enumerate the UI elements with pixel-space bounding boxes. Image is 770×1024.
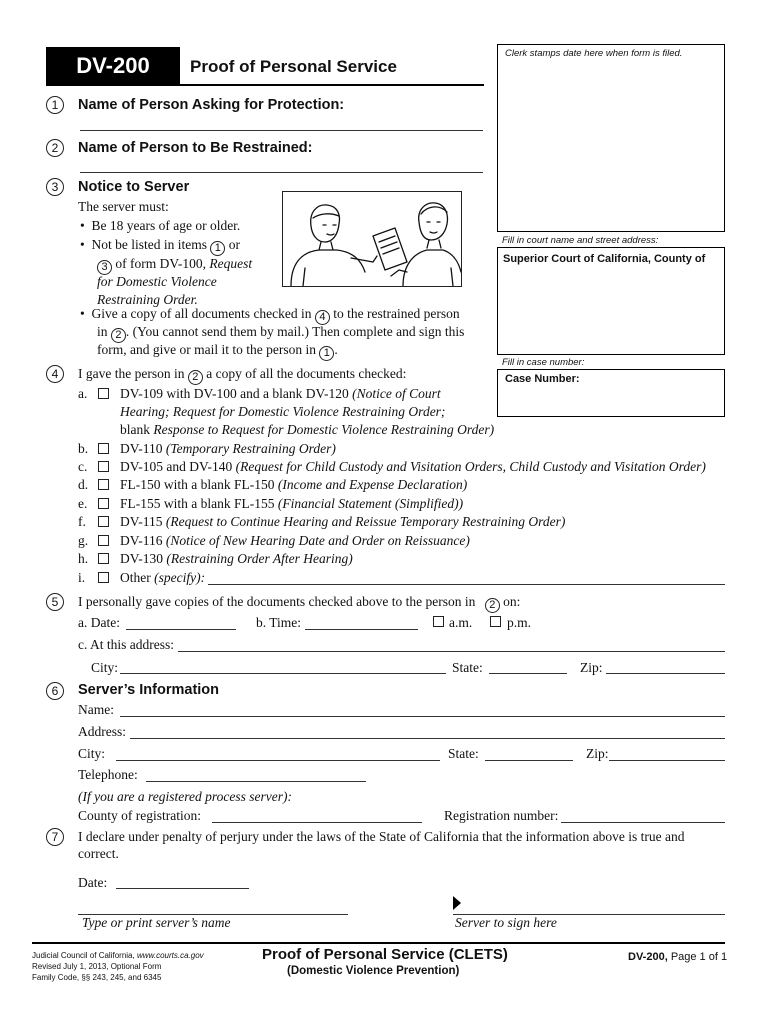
bullet-icon: • bbox=[80, 237, 85, 252]
handing-papers-illustration-icon bbox=[283, 192, 461, 286]
ref-item-3: 3 bbox=[97, 260, 112, 275]
service-zip-line[interactable] bbox=[606, 673, 725, 674]
doc-item-checkbox[interactable] bbox=[98, 553, 109, 564]
server-rule-2-cont3: Restraining Order. bbox=[97, 292, 198, 307]
doc-a-label-cont: Hearing; Request for Domestic Violence Restraining Order; bbox=[120, 404, 446, 419]
doc-item-description: (Request to Continue Hearing and Reissue Temporary Restraining Order) bbox=[165, 514, 566, 529]
doc-a-label: DV-109 with DV-100 and a blank DV-120 (Notice of Court bbox=[120, 386, 441, 401]
item-number-7: 7 bbox=[46, 828, 64, 846]
footer-rule bbox=[32, 942, 725, 944]
footer-code: Family Code, §§ 243, 245, and 6345 bbox=[32, 973, 162, 982]
doc-item-checkbox[interactable] bbox=[98, 516, 109, 527]
server-city-line[interactable] bbox=[116, 760, 440, 761]
service-address-line[interactable] bbox=[178, 651, 725, 652]
ref-item-2: 2 bbox=[485, 598, 500, 613]
doc-item-description: (Request for Child Custody and Visitation Orders, Child Custody and Visitation Order) bbox=[235, 459, 706, 474]
doc-item-label bbox=[120, 514, 565, 530]
server-name-label: Name: bbox=[78, 702, 114, 717]
doc-item-checkbox[interactable] bbox=[98, 498, 109, 509]
server-intro: The server must: bbox=[78, 199, 169, 214]
doc-item-description: (Income and Expense Declaration) bbox=[277, 477, 468, 492]
doc-a-letter: a. bbox=[78, 386, 88, 401]
header-rule bbox=[46, 84, 484, 86]
doc-i-letter: i. bbox=[78, 570, 86, 585]
doc-item-description: (Temporary Restraining Order) bbox=[165, 441, 336, 456]
server-name-line[interactable] bbox=[120, 716, 725, 717]
doc-item-description: (Restraining Order After Hearing) bbox=[166, 551, 353, 566]
doc-item-letter: e. bbox=[78, 496, 88, 511]
server-telephone-line[interactable] bbox=[146, 781, 366, 782]
server-rule-2-cont2: for Domestic Violence bbox=[97, 274, 217, 289]
server-rule-1: • Be 18 years of age or older. bbox=[80, 218, 241, 233]
doc-item-description: (Notice of New Hearing Date and Order on Reissuance) bbox=[165, 533, 470, 548]
case-fill-hint: Fill in case number: bbox=[502, 357, 585, 368]
court-name-box[interactable] bbox=[497, 247, 725, 355]
section-5-text: I personally gave copies of the documents checked above to the person in 2 on: bbox=[78, 594, 521, 611]
ref-item-4: 4 bbox=[315, 310, 330, 325]
server-state-label: State: bbox=[448, 746, 479, 761]
doc-item-code: DV-115 bbox=[120, 514, 163, 529]
declaration-date-label: Date: bbox=[78, 875, 108, 890]
restrained-person-name-line[interactable] bbox=[80, 172, 483, 173]
section-2-title: Name of Person to Be Restrained: bbox=[78, 140, 313, 156]
registration-number-label: Registration number: bbox=[444, 808, 559, 823]
service-state-label: State: bbox=[452, 660, 483, 675]
service-city-line[interactable] bbox=[120, 673, 446, 674]
protected-person-name-line[interactable] bbox=[80, 130, 483, 131]
pm-label: p.m. bbox=[507, 615, 532, 630]
county-registration-line[interactable] bbox=[212, 822, 422, 823]
court-fill-hint: Fill in court name and street address: bbox=[502, 235, 659, 246]
doc-item-letter: c. bbox=[78, 459, 88, 474]
doc-item-code: FL-150 with a blank FL-150 bbox=[120, 477, 275, 492]
footer-page-info bbox=[628, 951, 727, 963]
service-time-line[interactable] bbox=[305, 629, 418, 630]
item-number-2: 2 bbox=[46, 139, 64, 157]
server-rule-2: • Not be listed in items 1 or bbox=[80, 237, 240, 254]
bullet-icon: • bbox=[80, 218, 85, 233]
item-number-4: 4 bbox=[46, 365, 64, 383]
service-address-label: c. At this address: bbox=[78, 637, 174, 652]
server-address-label: Address: bbox=[78, 724, 126, 739]
section-4-intro: I gave the person in 2 a copy of all the documents checked: bbox=[78, 366, 407, 383]
doc-item-checkbox[interactable] bbox=[98, 535, 109, 546]
section-1-title: Name of Person Asking for Protection: bbox=[78, 97, 345, 113]
footer-left bbox=[32, 950, 204, 983]
service-date-label: a. Date: bbox=[78, 615, 120, 630]
doc-item-code: FL-155 with a blank FL-155 bbox=[120, 496, 275, 511]
declaration-text: I declare under penalty of perjury under the laws of the State of California that the information above is true and bbox=[78, 829, 685, 844]
ref-item-2: 2 bbox=[111, 328, 126, 343]
server-telephone-label: Telephone: bbox=[78, 767, 138, 782]
doc-a-checkbox[interactable] bbox=[98, 388, 109, 399]
registration-number-line[interactable] bbox=[561, 822, 725, 823]
form-number-badge bbox=[46, 47, 180, 84]
signature-caption: Server to sign here bbox=[455, 915, 557, 930]
doc-item-description: (Financial Statement (Simplified)) bbox=[277, 496, 464, 511]
server-illustration bbox=[282, 191, 462, 287]
print-name-caption: Type or print server’s name bbox=[82, 915, 231, 930]
footer-revision: Revised July 1, 2013, Optional Form bbox=[32, 962, 162, 971]
registered-server-note: (If you are a registered process server): bbox=[78, 789, 292, 804]
doc-item-letter: f. bbox=[78, 514, 86, 529]
doc-i-checkbox[interactable] bbox=[98, 572, 109, 583]
server-rule-3-cont2: form, and give or mail it to the person in 1 . bbox=[97, 342, 338, 359]
doc-item-label bbox=[120, 533, 470, 549]
doc-item-letter: b. bbox=[78, 441, 89, 456]
doc-item-letter: d. bbox=[78, 477, 89, 492]
doc-item-checkbox[interactable] bbox=[98, 443, 109, 454]
item-number-1: 1 bbox=[46, 96, 64, 114]
footer-title: Proof of Personal Service (CLETS) bbox=[262, 946, 508, 963]
server-rule-3-cont: in 2 . (You cannot send them by mail.) Then complete and sign this bbox=[97, 324, 465, 341]
ref-item-1: 1 bbox=[319, 346, 334, 361]
am-checkbox[interactable] bbox=[433, 616, 444, 627]
server-rule-3: • Give a copy of all documents checked in 4 to the restrained person bbox=[80, 306, 460, 323]
declaration-date-line[interactable] bbox=[116, 888, 249, 889]
section-3-title: Notice to Server bbox=[78, 179, 190, 195]
footer-page-count: Page 1 of 1 bbox=[670, 951, 728, 963]
doc-item-label bbox=[120, 459, 706, 475]
other-specify-line[interactable] bbox=[208, 584, 725, 585]
item-number-5: 5 bbox=[46, 593, 64, 611]
doc-i-label: Other (specify): bbox=[120, 570, 206, 585]
server-rule-2-cont: 3 of form DV-100, Request bbox=[97, 256, 252, 275]
bullet-icon: • bbox=[80, 306, 85, 321]
server-zip-line[interactable] bbox=[609, 760, 725, 761]
pm-checkbox[interactable] bbox=[490, 616, 501, 627]
item-number-6: 6 bbox=[46, 682, 64, 700]
footer-form-number: DV-200, bbox=[628, 951, 668, 963]
clerk-stamp-hint: Clerk stamps date here when form is filed. bbox=[505, 48, 683, 59]
doc-item-code: DV-116 bbox=[120, 533, 163, 548]
sign-here-arrow-icon bbox=[453, 896, 461, 910]
server-city-label: City: bbox=[78, 746, 106, 761]
footer-publisher: Judicial Council of California, www.courts.ca.gov bbox=[32, 951, 204, 960]
page-title: Proof of Personal Service bbox=[190, 57, 397, 76]
form-number: DV-200 bbox=[76, 52, 150, 78]
doc-item-label bbox=[120, 551, 353, 567]
doc-item-code: DV-110 bbox=[120, 441, 163, 456]
doc-item-checkbox[interactable] bbox=[98, 461, 109, 472]
case-label: Case Number: bbox=[505, 373, 580, 385]
doc-item-label bbox=[120, 496, 463, 512]
service-city-label: City: bbox=[91, 660, 119, 675]
footer-subtitle: (Domestic Violence Prevention) bbox=[287, 965, 460, 977]
county-registration-label: County of registration: bbox=[78, 808, 201, 823]
server-state-line[interactable] bbox=[485, 760, 573, 761]
am-label: a.m. bbox=[449, 615, 473, 630]
court-label: Superior Court of California, County of bbox=[503, 253, 706, 265]
doc-item-code: DV-105 and DV-140 bbox=[120, 459, 233, 474]
ref-item-2: 2 bbox=[188, 370, 203, 385]
item-number-3: 3 bbox=[46, 178, 64, 196]
doc-item-code: DV-130 bbox=[120, 551, 164, 566]
service-time-label: b. Time: bbox=[256, 615, 302, 630]
ref-item-1: 1 bbox=[210, 241, 225, 256]
declaration-text-cont: correct. bbox=[78, 846, 119, 861]
server-zip-label: Zip: bbox=[586, 746, 609, 761]
doc-a-label-cont2: blank Response to Request for Domestic Violence Restraining Order) bbox=[120, 422, 495, 437]
case-number-box[interactable] bbox=[497, 369, 725, 417]
service-state-line[interactable] bbox=[489, 673, 567, 674]
section-6-title: Server’s Information bbox=[78, 682, 220, 698]
doc-item-letter: g. bbox=[78, 533, 89, 548]
doc-item-label bbox=[120, 477, 467, 493]
server-address-line[interactable] bbox=[130, 738, 725, 739]
clerk-stamp-box bbox=[497, 44, 725, 232]
doc-item-checkbox[interactable] bbox=[98, 479, 109, 490]
footer-url-link[interactable]: www.courts.ca.gov bbox=[136, 951, 204, 960]
service-zip-label: Zip: bbox=[580, 660, 603, 675]
service-date-line[interactable] bbox=[126, 629, 236, 630]
doc-item-letter: h. bbox=[78, 551, 89, 566]
doc-item-label bbox=[120, 441, 336, 457]
